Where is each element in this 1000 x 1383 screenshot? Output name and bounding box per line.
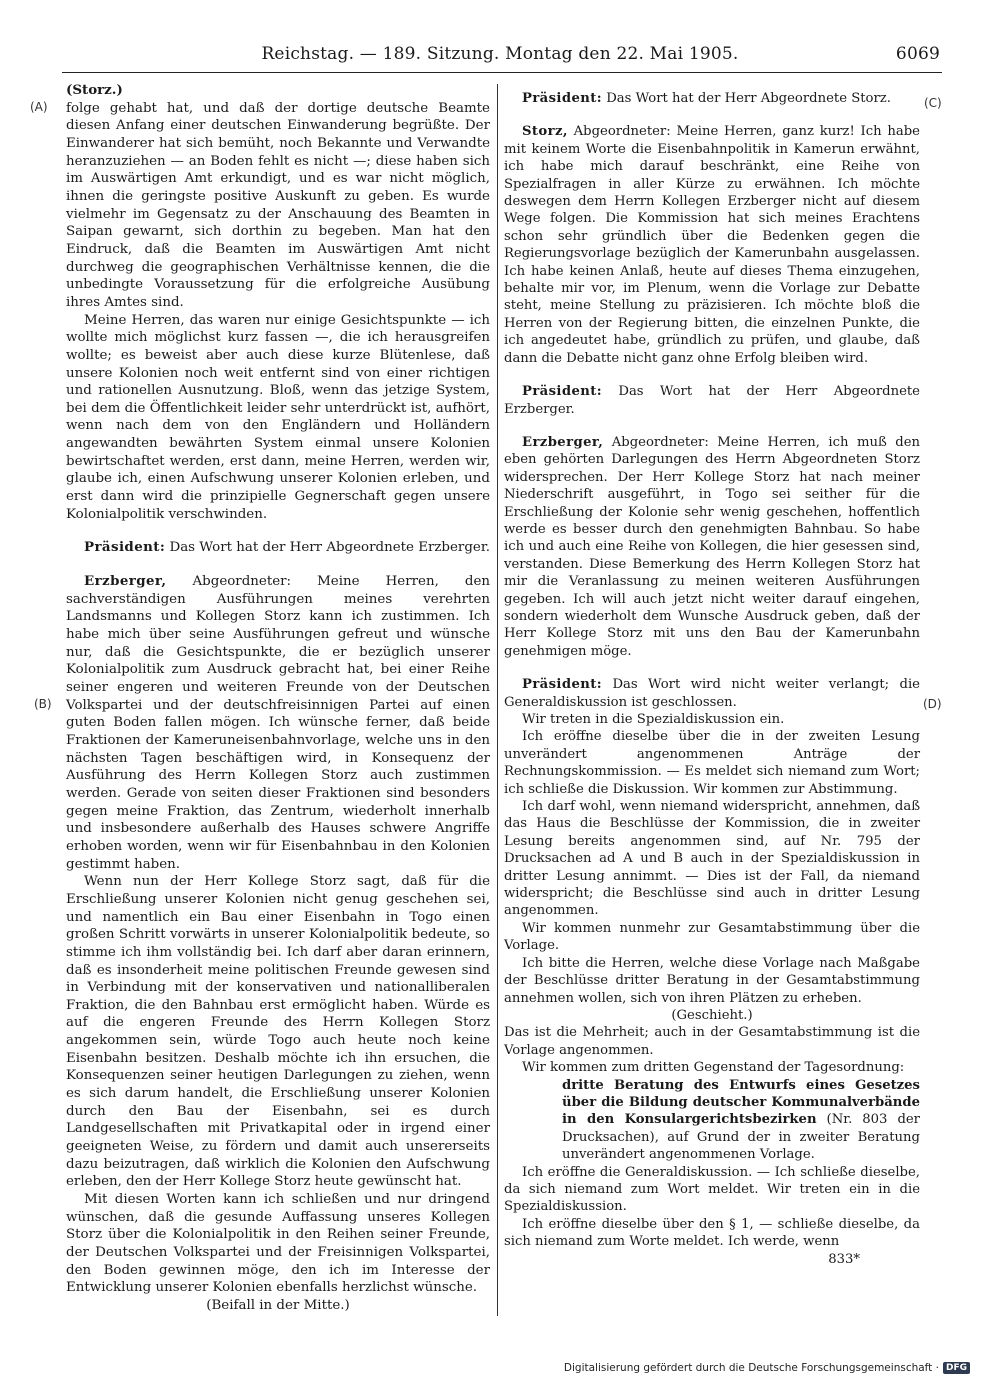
paragraph: Wir kommen nunmehr zur Gesamtabstimmung über die Vorlage. [504, 920, 920, 954]
paragraph: Ich eröffne dieselbe über den § 1, — schließe dieselbe, da sich niemand zum Worte meldet. Ich werde, wenn [504, 1216, 920, 1250]
continued-speaker-label: (Storz.) [66, 82, 123, 98]
speaker-name: Erzberger, [84, 573, 167, 590]
paragraph: Ich darf wohl, wenn niemand widerspricht, annehmen, daß das Haus die Beschlüsse der Kommission, die in zweiter Lesung bereits angenommen sind, auf Nr. 795 der Drucksachen ad A und B auch in der Spezialdiskussion in dritter Lesung annimmt. — Dies ist der Fall, da niemand widerspricht; die Beschlüsse sind auch in dritter Lesung angenommen. [504, 799, 920, 919]
speech-text: Abgeordneter: Meine Herren, ganz kurz! Ich habe mit keinem Worte die Eisenbahnpolitik in Kamerun erwähnt, ich habe mich darauf beschränkt, eine Reihe von Spezialfragen in aller Kürze zu erwähnen. Ich möchte deswegen dem Herrn Kollegen Erzberger nicht auf diesem Wege folgen. Die Kommission hat sich meines Erachtens schon sehr gründlich über die Bedenken gegen die Regierungsvorlage bezüglich der Kamerunbahn ausgelassen. Ich habe keinen Anlaß, heute auf dieses Thema einzugehen, behalte mir vor, im Plenum, wenn die Vorlage zur Debatte steht, meine Stellung zu präzisieren. Ich möchte bloß die Herren von der Regierung bitten, die einzelnen Punkte, die ich angedeutet habe, gründlich zu prüfen, und glaube, daß dann die Debatte nicht ganz ohne Erfolg bleiben wird. [504, 124, 920, 366]
speaker-name: Präsident: [522, 677, 603, 693]
agenda-item-title: dritte Beratung des Entwurfs eines Gesetzes über die Bildung deutscher Kommunalverbände in den Konsulargerichtsbezirken [562, 1077, 920, 1128]
page-header [60, 44, 940, 68]
paragraph: folge gehabt hat, und daß der dortige deutsche Beamte diesen Anfang einer deutschen Einwanderung begrüßte. Der Einwanderer hat sich bemüht, noch Bekannte und Verwandte heranzuziehen — an Boden fehlt es nicht —; diese haben sich im Auswärtigen Amt erkundigt, und es war nicht möglich, ihnen die geringste positive Auskunft zu geben. Es wurde vielmehr im Gegensatz zu der Anschauung des Beamten in Saipan gewarnt, sich dorthin zu begeben. Man hat den Eindruck, daß die Beamten im Auswärtigen Amt nicht durchweg die geographischen Verhältnisse kennen, die die unbedingte Voraussetzung für die erfolgreiche Ausübung ihres Amtes sind. [66, 100, 490, 310]
speech-text: Das Wort hat der Herr Abgeordnete Storz. [606, 91, 891, 106]
column-divider [497, 84, 498, 1316]
speech-text: Das Wort hat der Herr Abgeordnete Erzberger. [169, 540, 491, 556]
paragraph: Mit diesen Worten kann ich schließen und nur dringend wünschen, daß die gesunde Auffassung unseres Kollegen Storz über die Kolonialpolitik in den Reihen seiner Freunde, der Deutschen Volkspartei und der Freisinnigen Volkspartei, den Boden gewinnen möge, den ich im Interesse der Entwicklung unserer Kolonien ebenfalls herzlichst wünsche. [66, 1192, 490, 1296]
speech-paragraph [504, 434, 920, 660]
paragraph: Wir treten in die Spezialdiskussion ein. [522, 712, 785, 727]
paragraph: Ich eröffne die Generaldiskussion. — Ich schließe dieselbe, da sich niemand zum Wort meldet. Wir treten ein in die Spezialdiskussion. [504, 1164, 920, 1215]
paragraph: Das ist die Mehrheit; auch in der Gesamtabstimmung ist die Vorlage angenommen. [504, 1025, 920, 1058]
paragraph: Wir kommen zum dritten Gegenstand der Tagesordnung: [522, 1060, 905, 1076]
speaker-name: Storz, [522, 124, 568, 140]
paragraph: Ich bitte die Herren, welche diese Vorlage nach Maßgabe der Beschlüsse dritter Beratung in der Gesamtabstimmung annehmen wollen, sich von ihren Plätzen zu erheben. [504, 955, 920, 1006]
stage-direction: (Geschieht.) [671, 1007, 753, 1023]
right-column [504, 90, 920, 1268]
agenda-item-details: (Nr. 803 der Drucksachen), auf Grund der in zweiter Beratung unverändert angenommenen Vorlage. [562, 1112, 920, 1163]
paragraph: Wenn nun der Herr Kollege Storz sagt, daß für die Erschließung unserer Kolonien nicht genug geschehen sei, und namentlich ein Bau einer Eisenbahn in Togo einen großen Schritt vorwärts in unserer Kolonialpolitik bedeute, so stimme ich ihm vollständig bei. Ich darf aber daran erinnern, daß es insonderheit meine politischen Freunde gewesen sind in Verbindung mit der konservativen und nationalliberalen Fraktion, die den Bahnbau erst ermöglicht haben. Würde es auf die engeren Freunde des Herrn Kollegen Storz angekommen sein, würde Togo auch heute noch keine Eisenbahn besitzen. Deshalb möchte ich ihn ersuchen, die Konsequenzen seiner heutigen Darlegungen zu ziehen, wenn es sich darum handelt, die Erschließung unserer Kolonien durch den Bau der Eisenbahn, sei es durch Landgesellschaften mit Privatkapital oder in irgend einer geeigneten Weise, zu fördern und damit auch unsererseits dazu beizutragen, daß wirklich die Kolonien den Aufschwung erleben, den der Herr Kollege Storz heute gewünscht hat. [66, 874, 490, 1190]
header-title: Reichstag. — 189. Sitzung. Montag den 22. Mai 1905. [261, 44, 739, 64]
sheet-signature: 833* [828, 1251, 860, 1267]
speech-text: Das Wort wird nicht weiter verlangt; die Generaldiskussion ist geschlossen. [504, 677, 920, 710]
page-number: 6069 [895, 44, 940, 64]
applause-note: (Beifall in der Mitte.) [206, 1297, 350, 1313]
footer-text: Digitalisierung gefördert durch die Deutsche Forschungsgemeinschaft · [563, 1362, 939, 1374]
paragraph: Meine Herren, das waren nur einige Gesichtspunkte — ich wollte mich möglichst kurz fassen —, die ich herausgreifen wollte; es beweist aber auch diese kurze Blütenlese, daß unsere Kolonien noch weit entfernt sind von einer richtigen und rationellen Ausnutzung. Bloß, wenn das jetzige System, bei dem die Öffentlichkeit leider sehr unterdrückt ist, aufhört, wenn nach dem von den Engländern und Holländern angewandten bewährten System einmal unsere Kolonien bewirtschaftet werden, erst dann, meine Herren, werden wir, glaube ich, einen Aufschwung unserer Kolonien erleben, und erst dann wird die prinzipielle Gegnerschaft gegen unsere Kolonialpolitik verschwinden. [66, 312, 490, 522]
speech-paragraph [66, 539, 490, 557]
margin-marker-b: (B) [34, 697, 52, 711]
margin-marker-d: (D) [923, 697, 942, 711]
margin-marker-c: (C) [924, 96, 942, 110]
left-column [66, 82, 490, 1315]
speech-paragraph [66, 573, 490, 873]
dfg-logo: DFG [943, 1362, 970, 1374]
speech-text: Das Wort hat der Herr Abgeordnete Erzberger. [504, 384, 920, 417]
header-rule [62, 72, 942, 73]
speaker-name: Erzberger, [522, 434, 604, 450]
speech-text: Abgeordneter: Meine Herren, den sachverständigen Ausführungen meines verehrten Landsmanns und Kollegen Storz kann ich zustimmen. Ich habe mich über seine Ausführungen gefreut und wünsche nur, daß die Gesichtspunkte, die er bezüglich unserer Kolonialpolitik zum Ausdruck gebracht hat, bei einer Reihe seiner engeren und weiteren Freunde von der Deutschen Volkspartei und der deutschfreisinnigen Partei auf einen guten Boden fallen mögen. Ich wünsche ferner, daß beide Fraktionen der Kameruneisenbahnvorlage, welche uns in den nächsten Tagen beschäftigen wird, in Konsequenz der Ausführung des Herrn Kollegen Storz auch zustimmen werden. Gerade von seiten dieser Fraktionen sind besonders gegen meine Fraktion, das Zentrum, wiederholt innerhalb und insbesondere außerhalb des Hauses schwere Angriffe erhoben worden, wenn wir für Eisenbahnbau in den Kolonien gestimmt haben. [66, 574, 490, 872]
speech-paragraph [504, 123, 920, 367]
speaker-name: Präsident: [522, 384, 603, 400]
speech-paragraph [504, 90, 920, 107]
speech-text: Abgeordneter: Meine Herren, ich muß den eben gehörten Darlegungen des Herrn Abgeordneten Storz widersprechen. Der Herr Kollege Storz hat nach meiner Niederschrift ausgeführt, in Togo sei seither für die Erschließung der Kolonie sehr wenig geschehen, hoffentlich werde es besser durch den genehmigten Bahnbau. So habe ich und auch eine Reihe von Kollegen, die hier gesessen sind, verstanden. Diese Bemerkung des Herrn Kollegen Storz hat mir die Veranlassung zu meinen weiteren Ausführungen gegeben. Ich will auch jetzt nicht weiter darauf eingehen, sondern wiederholt dem Wunsche Ausdruck geben, daß der Herr Kollege Storz mit uns den Bau der Kamerunbahn genehmigen möge. [504, 434, 921, 659]
speaker-name: Präsident: [84, 539, 166, 556]
paragraph: Ich eröffne dieselbe über die in der zweiten Lesung unverändert angenommenen Anträge der Rechnungskommission. — Es meldet sich niemand zum Wort; ich schließe die Diskussion. Wir kommen zur Abstimmung. [504, 729, 920, 797]
digitization-footer [564, 1362, 970, 1374]
agenda-item [562, 1077, 920, 1164]
speaker-name: Präsident: [522, 91, 603, 106]
speech-paragraph [504, 383, 920, 418]
speech-paragraph [504, 676, 920, 711]
margin-marker-a: (A) [30, 100, 48, 114]
